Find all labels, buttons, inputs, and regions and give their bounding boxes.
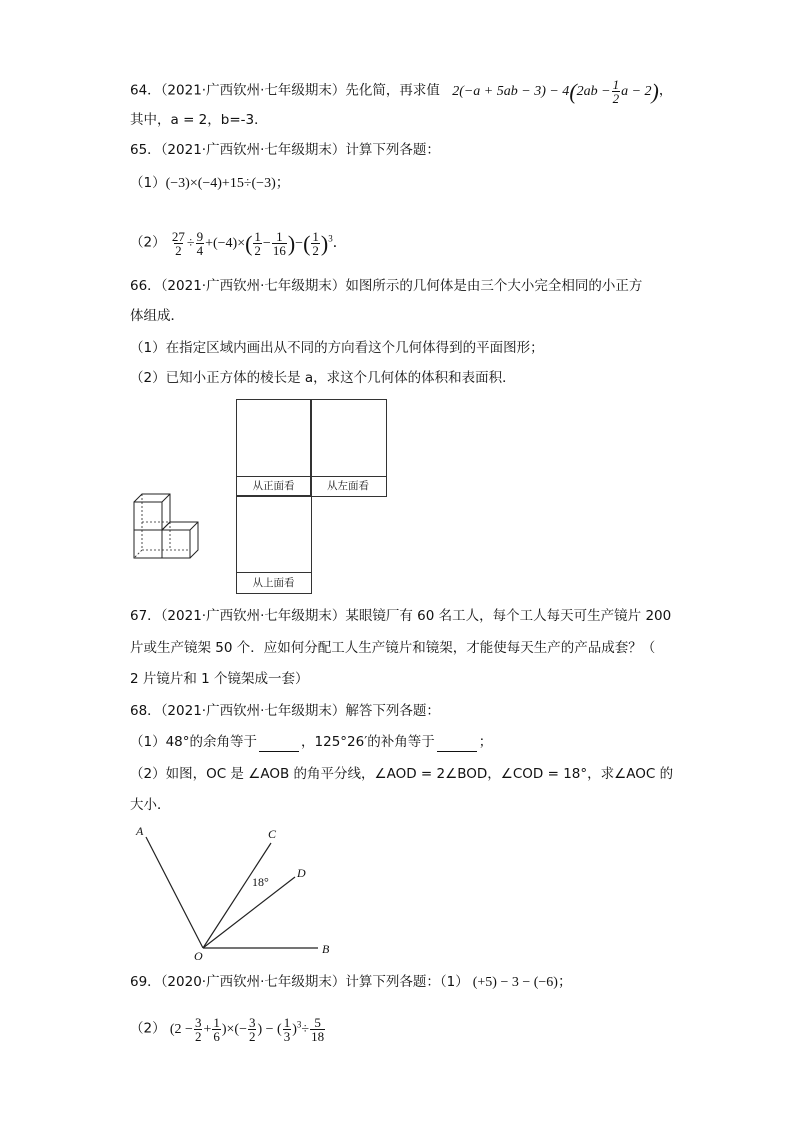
q68-part1: （1）48°的余角等于 ，125°26′的补角等于 ； xyxy=(130,734,493,750)
angle-label: 18° xyxy=(252,875,269,889)
q66-part1: （1）在指定区域内画出从不同的方向看这个几何体得到的平面图形； xyxy=(130,340,544,356)
ray-OC xyxy=(203,843,271,948)
q65-text: 计算下列各题： xyxy=(345,142,440,158)
q66-line1: 66．（2021·广西钦州·七年级期末）如图所示的几何体是由三个大小完全相同的小正方 xyxy=(130,278,643,294)
q65-part2: （2） $\frac{27}{2}$ ÷ $\frac{9}{4}$ +(−4)×( $\frac{1}{2}$ − $\frac{1}{16}$ )−( $\frac{1}{2}$ )$^3$． xyxy=(130,228,347,258)
q64-expr: 2(−a + 5ab − 3) − 4(2ab − $\frac{1}{2}$ a − 2) xyxy=(452,77,659,106)
q64-number: 64． xyxy=(130,82,161,99)
label-A: A xyxy=(136,824,144,838)
q68-part2-line1: （2）如图，OC 是 ∠AOB 的角平分线，∠AOD = 2∠BOD，∠COD = 18°，求∠AOC 的 xyxy=(130,766,674,782)
cube-figure xyxy=(130,490,202,564)
q64-source: （2021·广西钦州·七年级期末） xyxy=(160,82,346,99)
q65-part1: （1）(−3)×(−4)+15÷(−3)； xyxy=(130,175,290,191)
q69-part1-expr: (+5) − 3 − (−6)； xyxy=(472,975,572,990)
ray-OD xyxy=(203,877,295,948)
q68-line1: 68．（2021·广西钦州·七年级期末）解答下列各题： xyxy=(130,703,440,719)
q67-line1: 67．（2021·广西钦州·七年级期末）某眼镜厂有 60 名工人，每个工人每天可生产镜片 200 xyxy=(130,608,672,624)
front-view-label: 从正面看 xyxy=(236,476,311,496)
q69-line1: 69．（2020·广西钦州·七年级期末）计算下列各题：（1） (+5) − 3 − (−6)； xyxy=(130,974,572,990)
label-C: C xyxy=(268,827,277,841)
q64-line1: 64．（2021·广西钦州·七年级期末）先化简，再求值 2(−a + 5ab − 3) − 4(2ab − $\frac{1}{2}$ a − 2)， xyxy=(130,77,673,106)
q69-part2-expr: (2 − $\frac{3}{2}$ + $\frac{1}{6}$ )×(− $\frac{3}{2}$ ) − ( $\frac{1}{3}$ )$^3$÷ $\frac{5}{18}$ xyxy=(169,1014,325,1044)
q65-number: 65． xyxy=(130,142,161,158)
q66-part2: （2）已知小正方体的棱长是 a，求这个几何体的体积和表面积． xyxy=(130,370,516,386)
q68-part2-line2: 大小． xyxy=(130,797,171,813)
q64-line2: 其中，a = 2，b=-3． xyxy=(130,112,268,128)
q67-line3: 2 片镜片和 1 个镜架成一套） xyxy=(130,671,309,687)
label-D: D xyxy=(297,866,306,880)
q66-line2: 体组成． xyxy=(130,308,184,324)
q65-line1 xyxy=(130,140,440,160)
q64-fraction: $\frac{1}{2}$ xyxy=(612,77,620,106)
label-B: B xyxy=(322,942,330,956)
left-view-label: 从左面看 xyxy=(310,476,386,496)
q65-part1-expr: (−3)×(−4)+15÷(−3)； xyxy=(165,176,290,191)
ray-OA xyxy=(146,837,203,948)
q64-text: 先化简，再求值 xyxy=(345,82,440,99)
q65-part2-expr: $\frac{27}{2}$ ÷ $\frac{9}{4}$ +(−4)×( $\frac{1}{2}$ − $\frac{1}{16}$ )−( $\frac{1}{2}$ )$^3$． xyxy=(171,228,347,258)
answer-blank-1[interactable] xyxy=(259,737,299,752)
q69-part2: （2） (2 − $\frac{3}{2}$ + $\frac{1}{6}$ )×(− $\frac{3}{2}$ ) − ( $\frac{1}{3}$ )$^3$÷ $\frac{5}{18}$ xyxy=(130,1014,325,1044)
q67-line2: 片或生产镜架 50 个．应如何分配工人生产镜片和镜架，才能使每天生产的产品成套？（ xyxy=(130,640,656,656)
label-O: O xyxy=(194,949,203,963)
angle-figure xyxy=(130,820,340,965)
top-view-label: 从上面看 xyxy=(236,572,311,593)
answer-blank-2[interactable] xyxy=(437,737,477,752)
q65-source: （2021·广西钦州·七年级期末） xyxy=(160,142,346,158)
